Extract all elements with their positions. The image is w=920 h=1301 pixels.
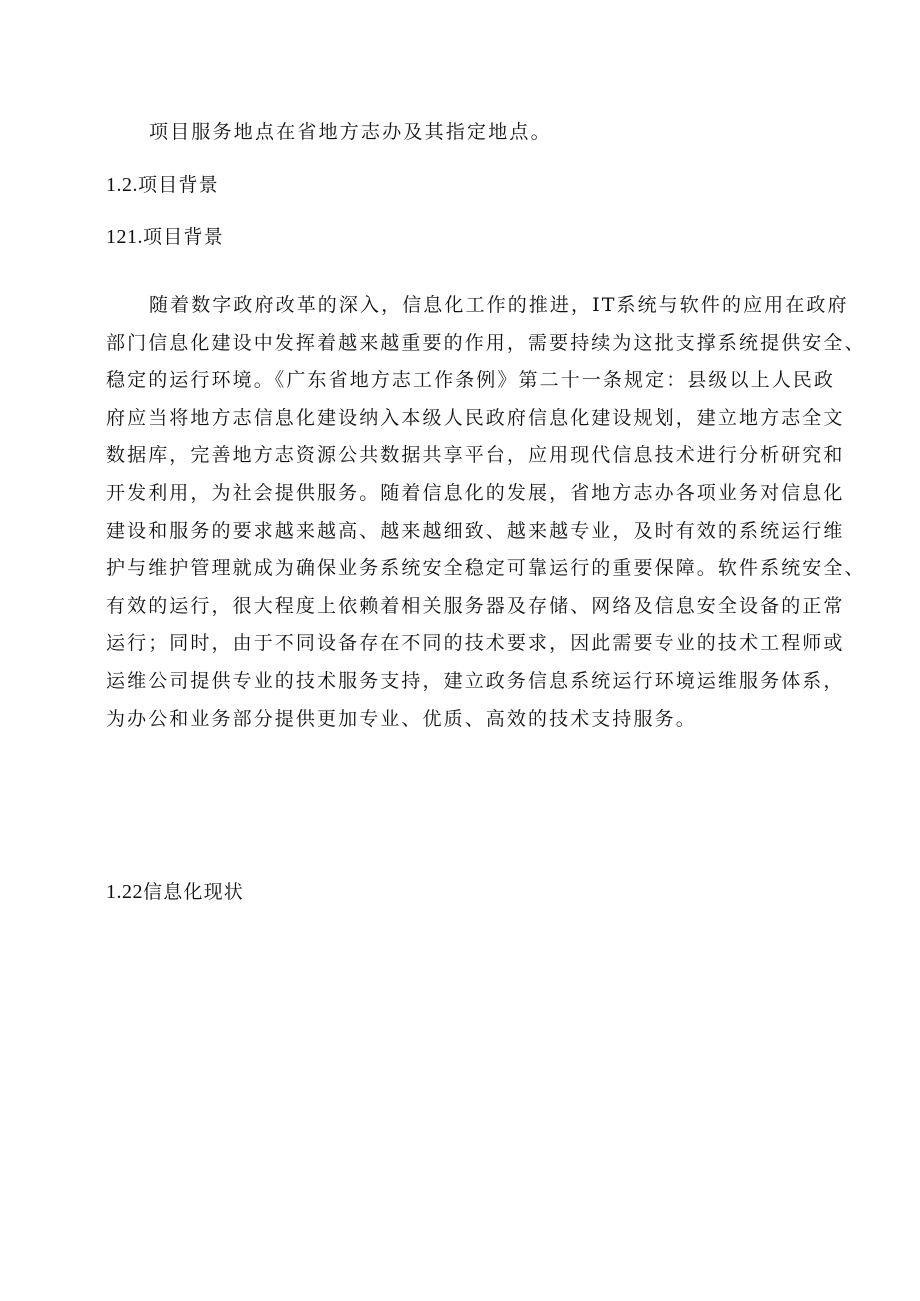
paragraph-line: 部门信息化建设中发挥着越来越重要的作用，需要持续为这批支撑系统提供安全、: [106, 331, 866, 354]
paragraph-line: 运维公司提供专业的技术服务支持，建立政务信息系统运行环境运维服务体系，: [106, 669, 845, 692]
paragraph-line: 稳定的运行环境。《广东省地方志工作条例》第二十一条规定：县级以上人民政: [106, 369, 836, 392]
paragraph-line: 建设和服务的要求越来越高、越来越细致、越来越专业，及时有效的系统运行维: [106, 519, 845, 542]
paragraph-line: 为办公和业务部分提供更加专业、优质、高效的技术支持服务。: [106, 707, 697, 730]
paragraph-line: 随着数字政府改革的深入，信息化工作的推进，IT系统与软件的应用在政府: [149, 294, 849, 316]
subsection-heading-1-2-2: [106, 876, 244, 908]
paragraph-line: 护与维护管理就成为确保业务系统安全稳定可靠运行的重要保障。软件系统安全、: [106, 557, 866, 580]
paragraph-line: 府应当将地方志信息化建设纳入本级人民政府信息化建设规划，建立地方志全文: [106, 406, 845, 429]
paragraph-line: 有效的运行，很大程度上依赖着相关服务器及存储、网络及信息安全设备的正常: [106, 594, 845, 617]
heading-number: 121.: [106, 226, 143, 248]
paragraph-line: 数据库，完善地方志资源公共数据共享平台，应用现代信息技术进行分析研究和: [106, 444, 845, 467]
section-heading-1-2: [106, 169, 219, 201]
heading-number: 1.22: [106, 881, 143, 903]
paragraph-line: 运行；同时，由于不同设备存在不同的技术要求，因此需要专业的技术工程师或: [106, 632, 845, 655]
heading-number: 1.2.: [106, 174, 138, 196]
paragraph-line: 开发利用，为社会提供服务。随着信息化的发展，省地方志办各项业务对信息化: [106, 481, 845, 504]
subsection-heading-1-2-1: [106, 221, 224, 253]
heading-title: 项目背景: [138, 174, 219, 196]
heading-title: 信息化现状: [143, 881, 245, 903]
heading-title: 项目背景: [143, 226, 224, 248]
background-paragraph: [106, 287, 866, 738]
intro-sentence: 项目服务地点在省地方志办及其指定地点。: [149, 121, 552, 143]
